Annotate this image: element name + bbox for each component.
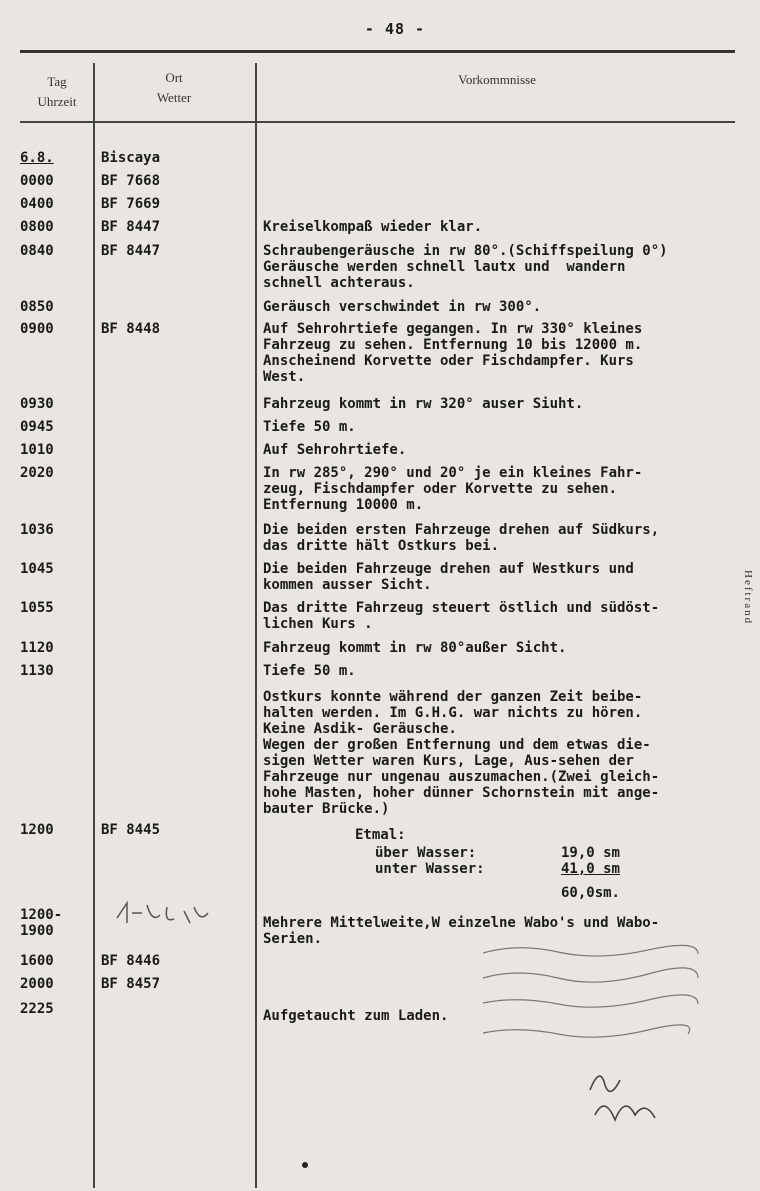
handwritten-mark bbox=[112, 893, 222, 933]
header-rule bbox=[20, 121, 735, 123]
entry-time: 0000 bbox=[20, 173, 54, 189]
entry-event: Fahrzeug kommt in rw 80°außer Sicht. bbox=[263, 640, 567, 656]
page-number: - 48 - bbox=[364, 20, 426, 38]
etmal-unter-value: 41,0 sm bbox=[560, 861, 620, 877]
entry-event: Auf Sehrohrtiefe gegangen. In rw 330° kleines Fahrzeug zu sehen. Entfernung 10 bis 12000 m. Anscheinend Korvette oder Fischdampfer. Kurs West. bbox=[263, 321, 643, 385]
entry-event: Auf Sehrohrtiefe. bbox=[263, 442, 407, 458]
entry-event: Schraubengeräusche in rw 80°.(Schiffspeilung 0°) Geräusche werden schnell lautx und wandern schnell achteraus. bbox=[263, 243, 668, 291]
entry-time: 0850 bbox=[20, 299, 54, 315]
entry-event: Aufgetaucht zum Laden. bbox=[263, 1008, 449, 1024]
header-vorkommnisse bbox=[257, 70, 737, 90]
entry-time: 1200- bbox=[20, 907, 63, 923]
entry-location: BF 8446 bbox=[101, 953, 161, 969]
handwritten-signature bbox=[580, 1060, 680, 1130]
entry-location: BF 8447 bbox=[101, 243, 161, 259]
entry-time: 0900 bbox=[20, 321, 54, 337]
entry-event: Das dritte Fahrzeug steuert östlich und südöst- lichen Kurs . bbox=[263, 600, 660, 632]
entry-location: BF 8457 bbox=[101, 976, 161, 992]
entry-time: 1055 bbox=[20, 600, 54, 616]
entry-time: 2225 bbox=[20, 1001, 54, 1017]
entry-time: 6.8. bbox=[20, 150, 54, 166]
entry-time: 0945 bbox=[20, 419, 54, 435]
entry-event: Tiefe 50 m. bbox=[263, 663, 356, 679]
entry-time: 0800 bbox=[20, 219, 54, 235]
entry-location: BF 7668 bbox=[101, 173, 161, 189]
etmal-ueber-value: 19,0 sm bbox=[560, 845, 620, 861]
handwritten-note bbox=[478, 938, 708, 1053]
header-ort: Ort bbox=[165, 70, 183, 85]
entry-time: 2020 bbox=[20, 465, 54, 481]
etmal-unter-label: unter Wasser: bbox=[375, 861, 485, 877]
entry-time: 1200 bbox=[20, 822, 54, 838]
entry-event: Die beiden Fahrzeuge drehen auf Westkurs und kommen ausser Sicht. bbox=[263, 561, 634, 593]
top-rule bbox=[20, 50, 735, 53]
entry-location: BF 8445 bbox=[101, 822, 161, 838]
header-ort-wetter bbox=[95, 68, 253, 108]
margin-label: Heftrand bbox=[742, 570, 754, 626]
entry-event: In rw 285°, 290° und 20° je ein kleines Fahr- zeug, Fischdampfer oder Korvette zu sehen. Entfernung 10000 m. bbox=[263, 465, 643, 513]
header-tag: Tag bbox=[47, 74, 67, 89]
ink-dot bbox=[302, 1162, 308, 1168]
entry-location: BF 8448 bbox=[101, 321, 161, 337]
entry-event: Geräusch verschwindet in rw 300°. bbox=[263, 299, 542, 315]
entry-time: 1120 bbox=[20, 640, 54, 656]
entry-event: Ostkurs konnte während der ganzen Zeit beibe- halten werden. Im G.H.G. war nichts zu hören. Keine Asdik- Geräusche. Wegen der großen Entfernung und dem etwas die- sigen Wetter waren Kurs, Lage, Aus-sehen der Fahrzeuge nur ungenau auszumachen.(Zwei gleich- hohe Masten, hoher dünner Schornstein mit ange- bauter Brücke.) bbox=[263, 689, 660, 817]
entry-time: 1036 bbox=[20, 522, 54, 538]
entry-event: Tiefe 50 m. bbox=[263, 419, 356, 435]
header-wetter: Wetter bbox=[156, 90, 192, 105]
entry-location: Biscaya bbox=[101, 150, 161, 166]
column-divider-2 bbox=[255, 63, 257, 1188]
entry-time: 0930 bbox=[20, 396, 54, 412]
entry-time: 0840 bbox=[20, 243, 54, 259]
entry-event: Die beiden ersten Fahrzeuge drehen auf Südkurs, das dritte hält Ostkurs bei. bbox=[263, 522, 660, 554]
column-divider-1 bbox=[93, 63, 95, 1188]
entry-time: 1900 bbox=[20, 923, 54, 939]
entry-time: 1010 bbox=[20, 442, 54, 458]
entry-time: 0400 bbox=[20, 196, 54, 212]
etmal-title: Etmal: bbox=[355, 827, 406, 843]
entry-location: BF 8447 bbox=[101, 219, 161, 235]
entry-time: 1600 bbox=[20, 953, 54, 969]
entry-event: Kreiselkompaß wieder klar. bbox=[263, 219, 483, 235]
etmal-ueber-label: über Wasser: bbox=[375, 845, 477, 861]
entry-event: Mehrere Mittelweite,W einzelne Wabo's und Wabo- Serien. bbox=[263, 915, 660, 947]
entry-time: 1045 bbox=[20, 561, 54, 577]
header-tag-uhrzeit bbox=[22, 72, 92, 112]
entry-location: BF 7669 bbox=[101, 196, 161, 212]
header-uhrzeit: Uhrzeit bbox=[37, 94, 77, 109]
header-vorkommnisse-label: Vorkommnisse bbox=[458, 72, 536, 87]
entry-time: 2000 bbox=[20, 976, 54, 992]
etmal-total-value: 60,0sm. bbox=[560, 885, 620, 901]
entry-time: 1130 bbox=[20, 663, 54, 679]
entry-event: Fahrzeug kommt in rw 320° auser Siuht. bbox=[263, 396, 584, 412]
